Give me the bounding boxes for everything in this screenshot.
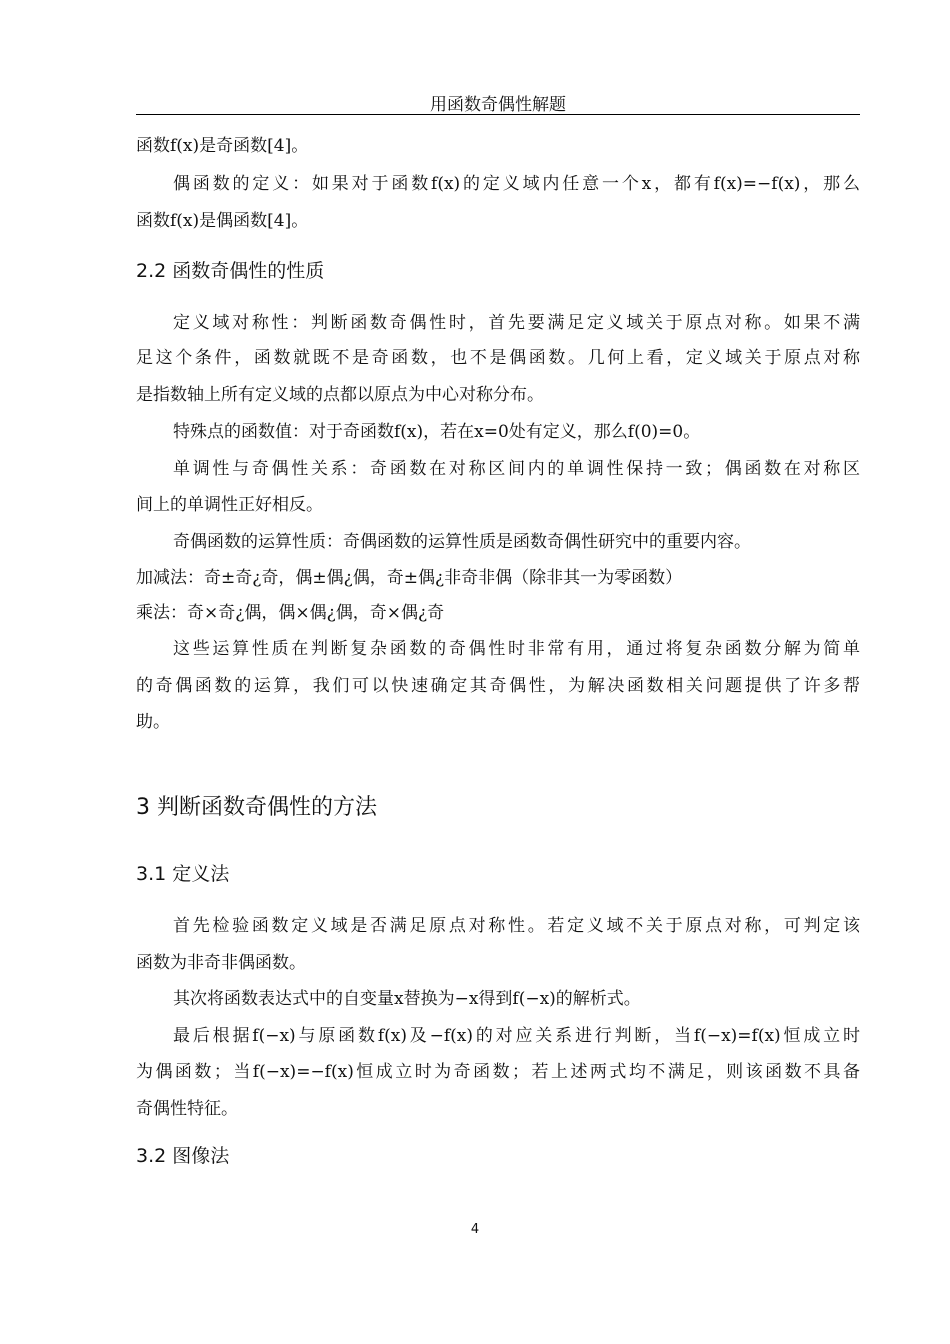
paragraph-line: 定义域对称性：判断函数奇偶性时，首先要满足定义域关于原点对称。如果不满 xyxy=(173,313,860,333)
section-heading-2-2: 2.2 函数奇偶性的性质 xyxy=(136,260,325,282)
paragraph-line: 其次将函数表达式中的自变量x替换为−x得到f(−x)的解析式。 xyxy=(173,989,641,1009)
paragraph-line: 足这个条件，函数就既不是奇函数，也不是偶函数。几何上看，定义域关于原点对称 xyxy=(136,348,860,368)
paragraph-line: 函数f(x)是奇函数[4]。 xyxy=(136,136,309,156)
paragraph-line: 乘法：奇×奇¿偶，偶×偶¿偶，奇×偶¿奇 xyxy=(136,603,445,623)
paragraph-line: 助。 xyxy=(136,712,170,732)
chapter-heading-3: 3 判断函数奇偶性的方法 xyxy=(136,795,377,820)
paragraph-line: 是指数轴上所有定义域的点都以原点为中心对称分布。 xyxy=(136,385,544,405)
paragraph-line: 间上的单调性正好相反。 xyxy=(136,495,323,515)
paragraph-line: 函数f(x)是偶函数[4]。 xyxy=(136,211,309,231)
paragraph-line: 的奇偶函数的运算，我们可以快速确定其奇偶性，为解决函数相关问题提供了许多帮 xyxy=(136,676,860,696)
section-heading-3-1: 3.1 定义法 xyxy=(136,863,230,885)
section-heading-3-2: 3.2 图像法 xyxy=(136,1145,230,1167)
paragraph-line: 偶函数的定义：如果对于函数f(x)的定义域内任意一个x，都有f(x)=−f(x)，那么 xyxy=(173,174,860,194)
running-header-title: 用函数奇偶性解题 xyxy=(430,95,566,115)
paragraph-line: 加减法：奇±奇¿奇，偶±偶¿偶，奇±偶¿非奇非偶（除非其一为零函数） xyxy=(136,568,683,588)
paragraph-line: 最后根据f(−x)与原函数f(x)及−f(x)的对应关系进行判断，当f(−x)=f(x)恒成立时 xyxy=(173,1026,860,1046)
paragraph-line: 函数为非奇非偶函数。 xyxy=(136,953,306,973)
paragraph-line: 为偶函数；当f(−x)=−f(x)恒成立时为奇函数；若上述两式均不满足，则该函数不具备 xyxy=(136,1062,860,1082)
paragraph-line: 奇偶函数的运算性质：奇偶函数的运算性质是函数奇偶性研究中的重要内容。 xyxy=(173,532,751,552)
paragraph-line: 奇偶性特征。 xyxy=(136,1099,238,1119)
header-divider xyxy=(136,114,860,115)
paragraph-line: 单调性与奇偶性关系：奇函数在对称区间内的单调性保持一致；偶函数在对称区 xyxy=(173,459,860,479)
paragraph-line: 特殊点的函数值：对于奇函数f(x)，若在x=0处有定义，那么f(0)=0。 xyxy=(173,422,701,442)
paragraph-line: 首先检验函数定义域是否满足原点对称性。若定义域不关于原点对称，可判定该 xyxy=(173,916,860,936)
paragraph-line: 这些运算性质在判断复杂函数的奇偶性时非常有用，通过将复杂函数分解为简单 xyxy=(173,639,860,659)
page-number: 4 xyxy=(470,1222,480,1237)
